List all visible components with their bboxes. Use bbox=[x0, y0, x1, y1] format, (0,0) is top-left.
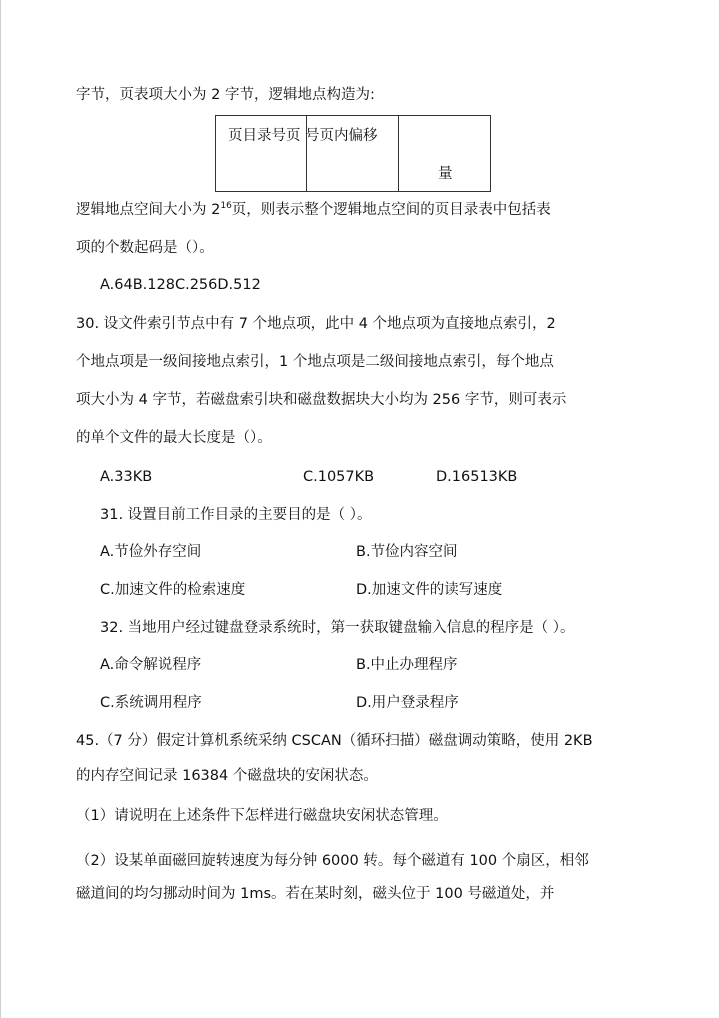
text-line: 项的个数起码是（）。 bbox=[76, 240, 214, 256]
option: C.1057KB bbox=[303, 469, 375, 485]
table-cell-page-offset: 号页内偏移 bbox=[305, 128, 378, 144]
question-31-stem: 31. 设置目前工作目录的主要目的是（ ）。 bbox=[100, 507, 372, 523]
superscript-exponent: 16 bbox=[220, 201, 232, 212]
option: B.中止办理程序 bbox=[356, 657, 458, 673]
table-cell-page-dir: 页目录号页 bbox=[228, 128, 301, 144]
option: A.33KB bbox=[100, 469, 153, 485]
option: A.节俭外存空间 bbox=[100, 544, 202, 560]
question-30-line: 的单个文件的最大长度是（）。 bbox=[76, 430, 272, 446]
text-line bbox=[76, 200, 551, 220]
text-segment: 逻辑地点空间大小为 2 bbox=[76, 202, 221, 218]
question-45-line: 磁道间的均匀挪动时间为 1ms。若在某时刻，磁头位于 100 号磁道处，并 bbox=[76, 886, 555, 902]
text-segment: 页，则表示整个逻辑地点空间的页目录表中包括表 bbox=[231, 202, 551, 218]
question-32-stem: 32. 当地用户经过键盘登录系统时，第一获取键盘输入信息的程序是（ ）。 bbox=[100, 620, 575, 636]
option: D.用户登录程序 bbox=[356, 695, 459, 711]
question-45-line: （2）设某单面磁回旋转速度为每分钟 6000 转。每个磁道有 100 个扇区，相邻 bbox=[76, 853, 589, 869]
question-30-line: 30. 设文件索引节点中有 7 个地点项，此中 4 个地点项为直接地点索引，2 bbox=[76, 316, 556, 332]
table-cell-tail: 量 bbox=[438, 166, 453, 182]
option: B.节俭内容空间 bbox=[356, 544, 458, 560]
option: A.命令解说程序 bbox=[100, 657, 202, 673]
options-line: A.64B.128C.256D.512 bbox=[100, 277, 261, 293]
question-30-line: 个地点项是一级间接地点索引，1 个地点项是二级间接地点索引，每个地点 bbox=[76, 354, 554, 370]
option: C.加速文件的检索速度 bbox=[100, 582, 246, 598]
address-structure-table bbox=[215, 115, 491, 192]
table-divider bbox=[398, 116, 399, 191]
page-border-left bbox=[0, 0, 1, 1018]
option: D.加速文件的读写速度 bbox=[356, 582, 503, 598]
text-line: 字节，页表项大小为 2 字节，逻辑地点构造为: bbox=[76, 87, 375, 103]
option: D.16513KB bbox=[436, 469, 518, 485]
question-45-line: （1）请说明在上述条件下怎样进行磁盘块安闲状态管理。 bbox=[76, 808, 448, 824]
question-45-line: 45.（7 分）假定计算机系统采纳 CSCAN（循环扫描）磁盘调动策略，使用 2KB bbox=[76, 733, 593, 749]
question-45-line: 的内存空间记录 16384 个磁盘块的安闲状态。 bbox=[76, 768, 378, 784]
option: C.系统调用程序 bbox=[100, 695, 202, 711]
question-30-line: 项大小为 4 字节，若磁盘索引块和磁盘数据块大小均为 256 字节，则可表示 bbox=[76, 392, 567, 408]
